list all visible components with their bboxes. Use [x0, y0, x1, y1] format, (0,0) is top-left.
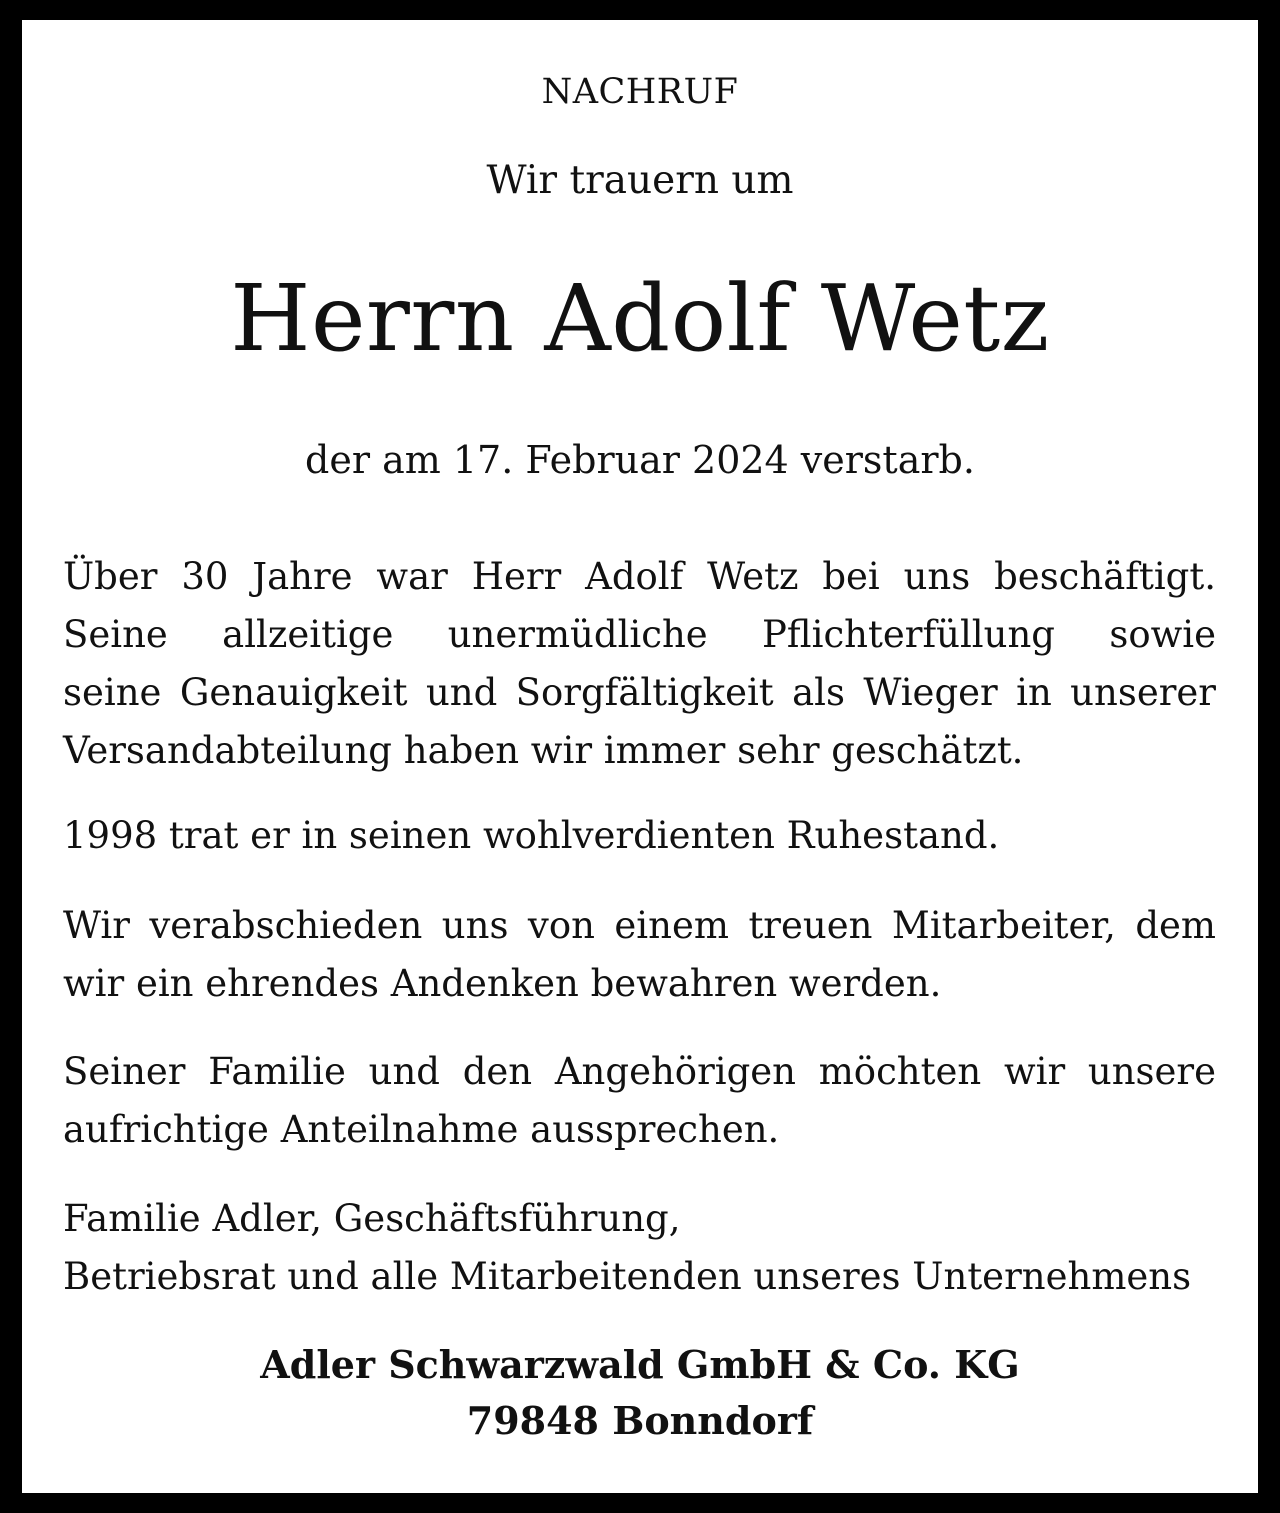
farewell-paragraph	[63, 897, 1216, 1013]
paragraph-line: wir ein ehrendes Andenken bewahren werden.	[63, 962, 942, 1005]
signatories	[63, 1190, 1216, 1306]
company-block	[22, 1337, 1258, 1449]
notice-label: NACHRUF	[541, 72, 739, 112]
paragraph-line: Seine allzeitige unermüdliche Pflichterfüllung sowie	[63, 613, 1216, 656]
intro-line: Wir trauern um	[486, 158, 794, 203]
death-date-line: der am 17. Februar 2024 verstarb.	[305, 438, 975, 482]
condolence-paragraph	[63, 1043, 1216, 1159]
signatory-line: Familie Adler, Geschäftsführung,	[63, 1197, 681, 1240]
deceased-name: Herrn Adolf Wetz	[230, 265, 1050, 372]
employment-paragraph	[63, 548, 1216, 780]
paragraph-line: aufrichtige Anteilnahme aussprechen.	[63, 1108, 780, 1151]
paragraph-line: Über 30 Jahre war Herr Adolf Wetz bei uns beschäftigt.	[63, 555, 1216, 598]
paragraph-line: Versandabteilung haben wir immer sehr geschätzt.	[63, 729, 1024, 772]
paragraph-line: Seiner Familie und den Angehörigen möchten wir unsere	[63, 1050, 1216, 1093]
retirement-paragraph: 1998 trat er in seinen wohlverdienten Ruhestand.	[63, 814, 1000, 857]
signatory-line: Betriebsrat und alle Mitarbeitenden unseres Unternehmens	[63, 1255, 1192, 1298]
company-location: 79848 Bonndorf	[466, 1398, 814, 1443]
paragraph-line: seine Genauigkeit und Sorgfältigkeit als Wieger in unserer	[63, 671, 1216, 714]
paragraph-line: Wir verabschieden uns von einem treuen Mitarbeiter, dem	[63, 904, 1216, 947]
company-name: Adler Schwarzwald GmbH & Co. KG	[260, 1342, 1020, 1387]
